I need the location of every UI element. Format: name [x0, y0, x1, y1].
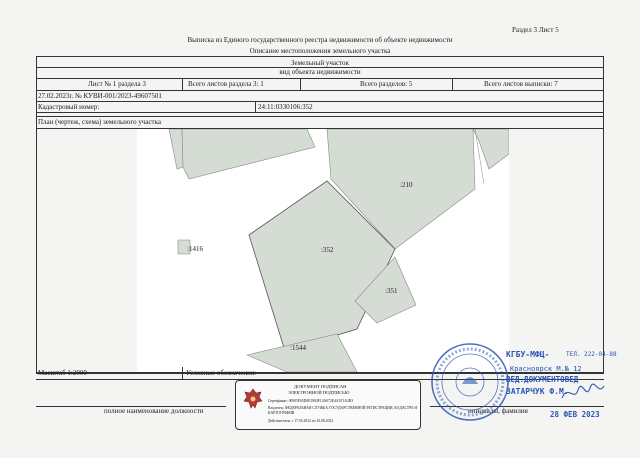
initials-caption: инициалы, фамилия — [468, 407, 528, 415]
divider — [36, 78, 604, 79]
parcel-label-210: :210 — [400, 181, 413, 189]
divider — [36, 112, 604, 113]
date-number: 27.02.2023г. № КУВИ-001/2023-49607501 — [38, 92, 162, 100]
divider — [36, 90, 604, 91]
cadastral-plan — [137, 129, 509, 372]
e-signature-title-1: ДОКУМЕНТ ПОДПИСАН — [294, 384, 347, 389]
e-signature-certificate: Сертификат: 00905F65D0E1884F14A072E4A1F1A2B3 — [268, 399, 354, 403]
object-type: Земельный участок — [291, 59, 349, 67]
parcel-label-1544: :1544 — [290, 344, 306, 352]
total-sheets-section: Всего листов раздела 3: 1 — [188, 80, 264, 88]
parcel-label-1416: :1416 — [187, 245, 203, 253]
divider — [255, 101, 256, 112]
cadastral-number: 24:11:0330106:352 — [258, 103, 313, 111]
scale-label: Масштаб 1:2000 — [38, 369, 87, 377]
divider — [36, 101, 604, 102]
round-seal — [428, 340, 512, 424]
e-signature-valid: Действителен: с 17.05.2022 по 10.08.2023 — [268, 419, 334, 423]
handwritten-signature — [560, 382, 606, 404]
total-sections: Всего разделов: 5 — [360, 80, 413, 88]
cadastral-label: Кадастровый номер: — [38, 103, 100, 111]
legend-label: Условные обозначения: — [186, 369, 257, 377]
divider — [182, 78, 183, 90]
position-caption: полное наименование должности — [104, 407, 204, 415]
total-sheets-extract: Всего листов выписки: 7 — [484, 80, 558, 88]
divider — [182, 367, 183, 379]
stamp-line-1: КГБУ-МФЦ- — [506, 350, 550, 359]
stamp-phone: ТЕЛ. 222-04-88 — [566, 351, 617, 358]
e-signature-owner: Владелец: ФЕДЕРАЛЬНАЯ СЛУЖБА ГОСУДАРСТВЕННОЙ РЕГИСТРАЦИИ, КАДАСТРА И КАРТОГРАФИИ — [268, 406, 417, 415]
object-type-caption: вид объекта недвижимости — [279, 68, 361, 76]
stamp-line-4: ЗАТАРЧУК Ф.М. — [506, 387, 569, 396]
parcel-label-351: :351 — [385, 287, 398, 295]
stamp-line-3: ВЕД.ДОКУМЕНТОВЕД — [506, 375, 579, 384]
e-signature-title-2: ЭЛЕКТРОННОЙ ПОДПИСЬЮ — [288, 390, 350, 395]
divider — [300, 78, 301, 90]
sheet-number: Лист № 1 раздела 3 — [88, 80, 146, 88]
divider — [36, 116, 604, 117]
emblem-icon — [242, 387, 264, 411]
document-title: Выписка из Единого государственного реестра недвижимости об объекте недвижимости — [187, 36, 453, 44]
divider — [452, 78, 453, 90]
plan-label: План (чертеж, схема) земельного участка — [38, 118, 162, 126]
section-sheet: Раздел 3 Лист 5 — [512, 26, 559, 34]
stamp-date: 28 ФЕВ 2023 — [550, 410, 600, 419]
e-signature-box — [235, 380, 421, 430]
document-subtitle: Описание местоположения земельного участка — [249, 47, 391, 55]
parcel-label-352: :352 — [321, 246, 334, 254]
stamp-line-2: Красноярск М.№ 12 — [510, 365, 582, 373]
